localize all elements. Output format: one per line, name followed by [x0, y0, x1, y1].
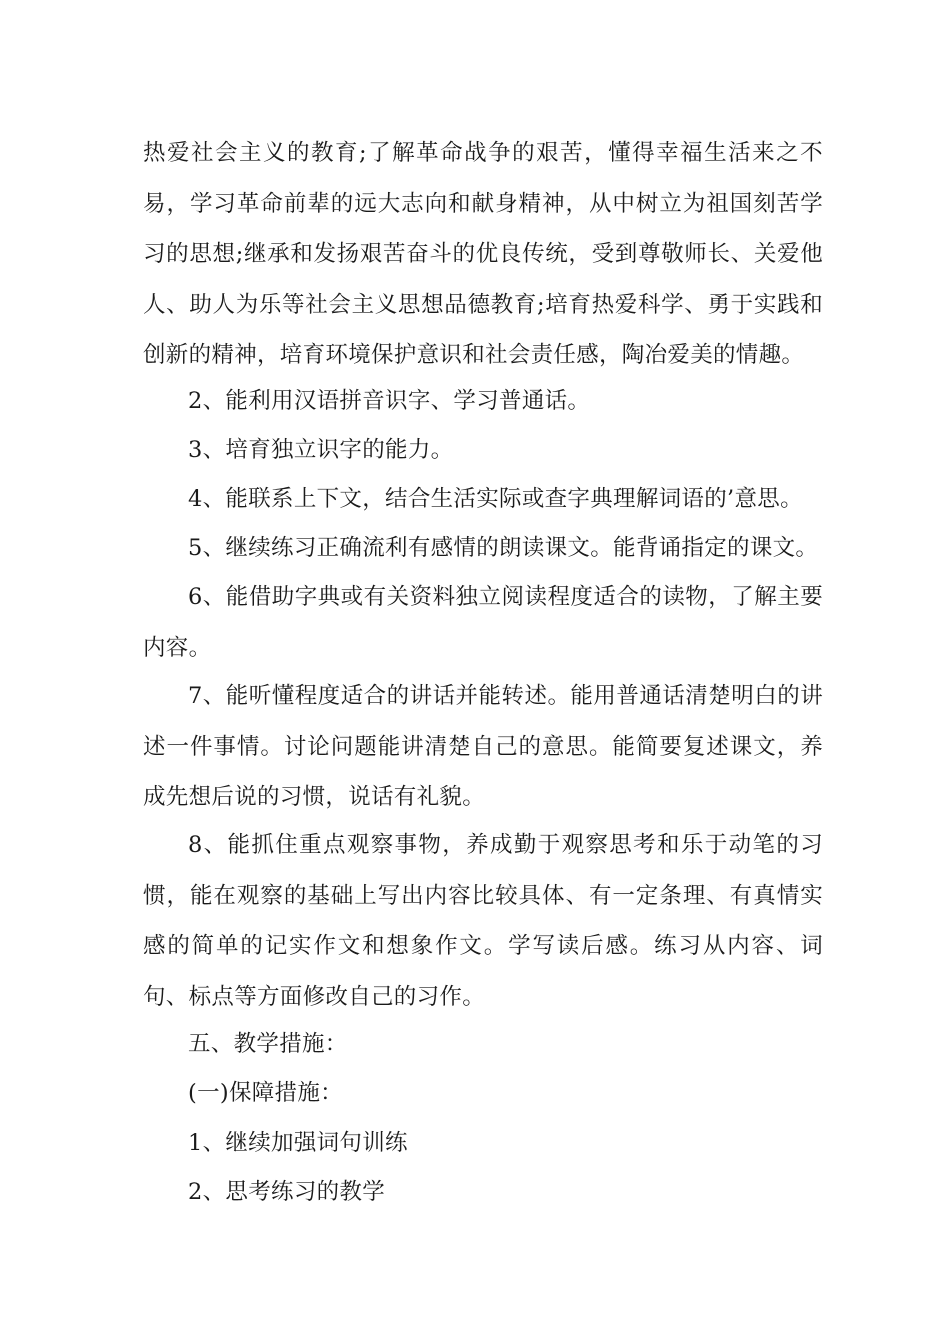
list-item-exercise-teaching: 2、思考练习的教学 [188, 1179, 386, 1205]
paragraph-item-3: 3、培育独立识字的能力。 [188, 437, 454, 463]
paragraph-moral-education: 热爱社会主义的教育;了解革命战争的艰苦，懂得幸福生活来之不易，学习革命前辈的远大志向和献身精神，从中树立为祖国刻苦学习的思想;继承和发扬艰苦奋斗的优良传统，受到尊敬师长、关爱他人、助人为乐等社会主义思想品德教育;培育热爱科学、勇于实践和创新的精神，培育环境保护意识和社会责任感，陶冶爱美的情趣。 [143, 140, 823, 368]
paragraph-item-6: 6、能借助字典或有关资料独立阅读程度适合的读物，了解主要内容。 [143, 584, 823, 661]
list-item-word-training: 1、继续加强词句训练 [188, 1130, 408, 1156]
section-heading-teaching-measures: 五、教学措施： [188, 1031, 348, 1057]
paragraph-item-2: 2、能利用汉语拼音识字、学习普通话。 [188, 388, 591, 414]
paragraph-item-8: 8、能抓住重点观察事物，养成勤于观察思考和乐于动笔的习惯，能在观察的基础上写出内容比较具体、有一定条理、有真情实感的简单的记实作文和想象作文。学写读后感。练习从内容、词句、标点等方面修改自己的习作。 [143, 832, 823, 1010]
paragraph-item-4: 4、能联系上下文，结合生活实际或查字典理解词语的’意思。 [188, 486, 803, 512]
subsection-heading-guarantee-measures: (一)保障措施： [188, 1080, 343, 1106]
paragraph-item-5: 5、继续练习正确流利有感情的朗读课文。能背诵指定的课文。 [188, 535, 819, 561]
paragraph-item-7: 7、能听懂程度适合的讲话并能转述。能用普通话清楚明白的讲述一件事情。讨论问题能讲清楚自己的意思。能简要复述课文，养成先想后说的习惯，说话有礼貌。 [143, 683, 823, 810]
